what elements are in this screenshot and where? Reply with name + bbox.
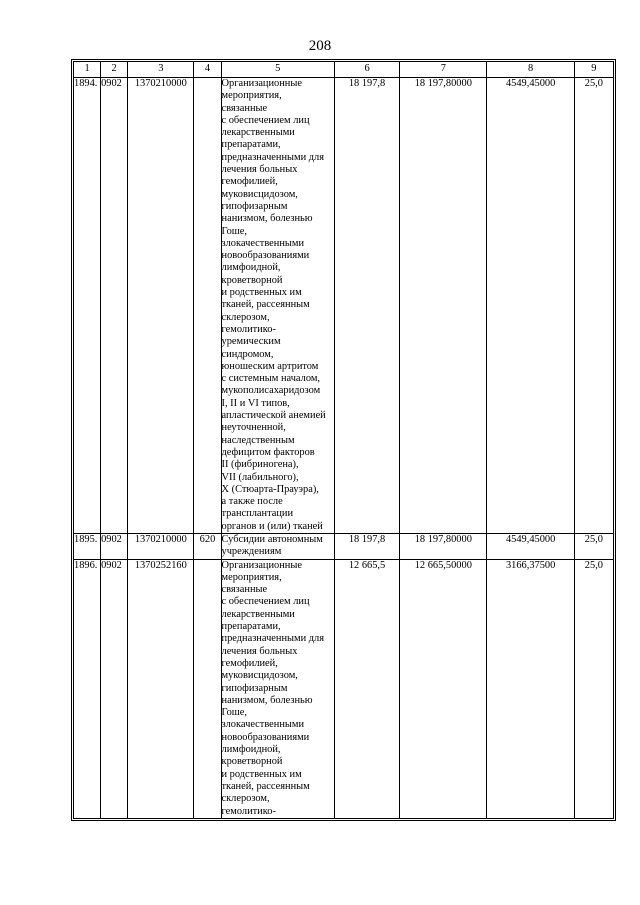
header-row [74,62,614,78]
section-code: 0902 [101,559,128,818]
header-cell: 2 [101,62,128,78]
item-name-line: I, II и VI типов, [221,397,290,409]
header-cell: 1 [74,62,101,78]
item-name-line: лимфоидной, [221,744,281,756]
row-number: 1895. [74,533,101,559]
table-row [74,533,614,559]
item-name-line: с системным началом, [221,373,320,385]
item-name-line: связанные [221,102,268,114]
item-name-line: нанизмом, болезнью [221,213,313,225]
item-name-line: препаратами, [221,621,281,633]
header-cell: 8 [487,62,574,78]
item-name-line: Организационные [221,78,302,89]
item-name-line: II (фибриногена), [221,459,299,471]
item-name-line: муковисцидозом, [221,670,298,682]
item-name-line: органов и (или) тканей [221,520,323,532]
item-name-line: лечения больных [221,164,298,176]
executed-amount: 4549,45000 [487,78,574,534]
header-cell: 3 [128,62,194,78]
item-name-line: неуточненной, [221,422,286,434]
item-name-line: кроветворной [221,274,283,286]
row-number: 1896. [74,559,101,818]
planned-amount: 18 197,80000 [400,78,487,534]
item-name-line: гипофизарным [221,682,288,694]
item-name-line: мукополисахаридозом [221,385,321,397]
header-cell: 4 [194,62,221,78]
item-name-line: лимфоидной, [221,262,281,274]
execution-percent: 25,0 [574,533,613,559]
item-name-line: предназначенными для [221,151,324,163]
item-name-line: препаратами, [221,139,281,151]
planned-amount: 12 665,50000 [400,559,487,818]
item-name-line: склерозом, [221,793,270,805]
header-cell: 7 [400,62,487,78]
execution-percent: 25,0 [574,559,613,818]
item-name-line: гемолитико- [221,805,276,817]
item-name-line: тканей, рассеянным [221,780,310,792]
item-name-line: гемофилией, [221,657,278,669]
item-name-line: новообразованиями [221,250,310,262]
item-name-line: трансплантации [221,508,294,520]
item-name-line: юношеским артритом [221,360,319,372]
item-name-line: новообразованиями [221,731,310,743]
executed-amount: 3166,37500 [487,559,574,818]
expense-type [194,78,221,534]
item-name-line: гемофилией, [221,176,278,188]
table-row [74,559,614,818]
item-name-line: с обеспечением лиц [221,596,310,608]
item-name-line: Организационные [221,559,302,571]
item-name-line: кроветворной [221,756,283,768]
section-code: 0902 [101,78,128,534]
item-name-line: склерозом, [221,311,270,323]
item-name-line: нанизмом, болезнью [221,694,313,706]
item-name-line: VII (лабильного), [221,471,299,483]
approved-amount: 18 197,8 [334,533,399,559]
item-name [221,533,334,559]
item-name-line: гемолитико- [221,323,276,335]
item-name-line: связанные [221,584,268,596]
planned-amount: 18 197,80000 [400,533,487,559]
target-code: 1370252160 [128,559,194,818]
approved-amount: 12 665,5 [334,559,399,818]
item-name-line: лекарственными [221,127,295,139]
item-name-line: синдромом, [221,348,274,360]
item-name-line: Гоше, [221,707,248,719]
expense-type: 620 [194,533,221,559]
item-name-line: Гоше, [221,225,248,237]
item-name-line: лекарственными [221,608,295,620]
item-name-line: а также после [221,496,283,508]
item-name-line: мероприятия, [221,90,282,102]
page-number: 208 [308,38,332,54]
table-row [74,78,614,534]
item-name-line: злокачественными [221,237,305,249]
section-code: 0902 [101,533,128,559]
item-name-line: наследственным [221,434,295,446]
item-name-line: учреждениям [221,546,282,558]
item-name-line: мероприятия, [221,571,282,583]
item-name-line: апластической анемией [221,410,326,422]
item-name-line: и родственных им [221,287,302,299]
item-name-line: муковисцидозом, [221,188,298,200]
item-name-line: уремическим [221,336,281,348]
item-name-line: с обеспечением лиц [221,114,310,126]
row-number: 1894. [74,78,101,534]
item-name-line: и родственных им [221,768,302,780]
expense-type [194,559,221,818]
header-cell: 9 [574,62,613,78]
item-name-line: гипофизарным [221,200,288,212]
item-name-line: предназначенными для [221,633,324,645]
header-cell: 6 [334,62,399,78]
item-name-line: тканей, рассеянным [221,299,310,311]
item-name-line: злокачественными [221,719,305,731]
budget-table [73,61,614,819]
executed-amount: 4549,45000 [487,533,574,559]
item-name-line: Субсидии автономным [221,533,323,545]
target-code: 1370210000 [128,78,194,534]
execution-percent: 25,0 [574,78,613,534]
item-name-line: лечения больных [221,645,298,657]
item-name [221,559,334,818]
item-name-line: X (Стюарта-Прауэра), [221,483,319,495]
approved-amount: 18 197,8 [334,78,399,534]
header-cell: 5 [221,62,334,78]
item-name [221,78,334,534]
item-name-line: дефицитом факторов [221,446,315,458]
target-code: 1370210000 [128,533,194,559]
